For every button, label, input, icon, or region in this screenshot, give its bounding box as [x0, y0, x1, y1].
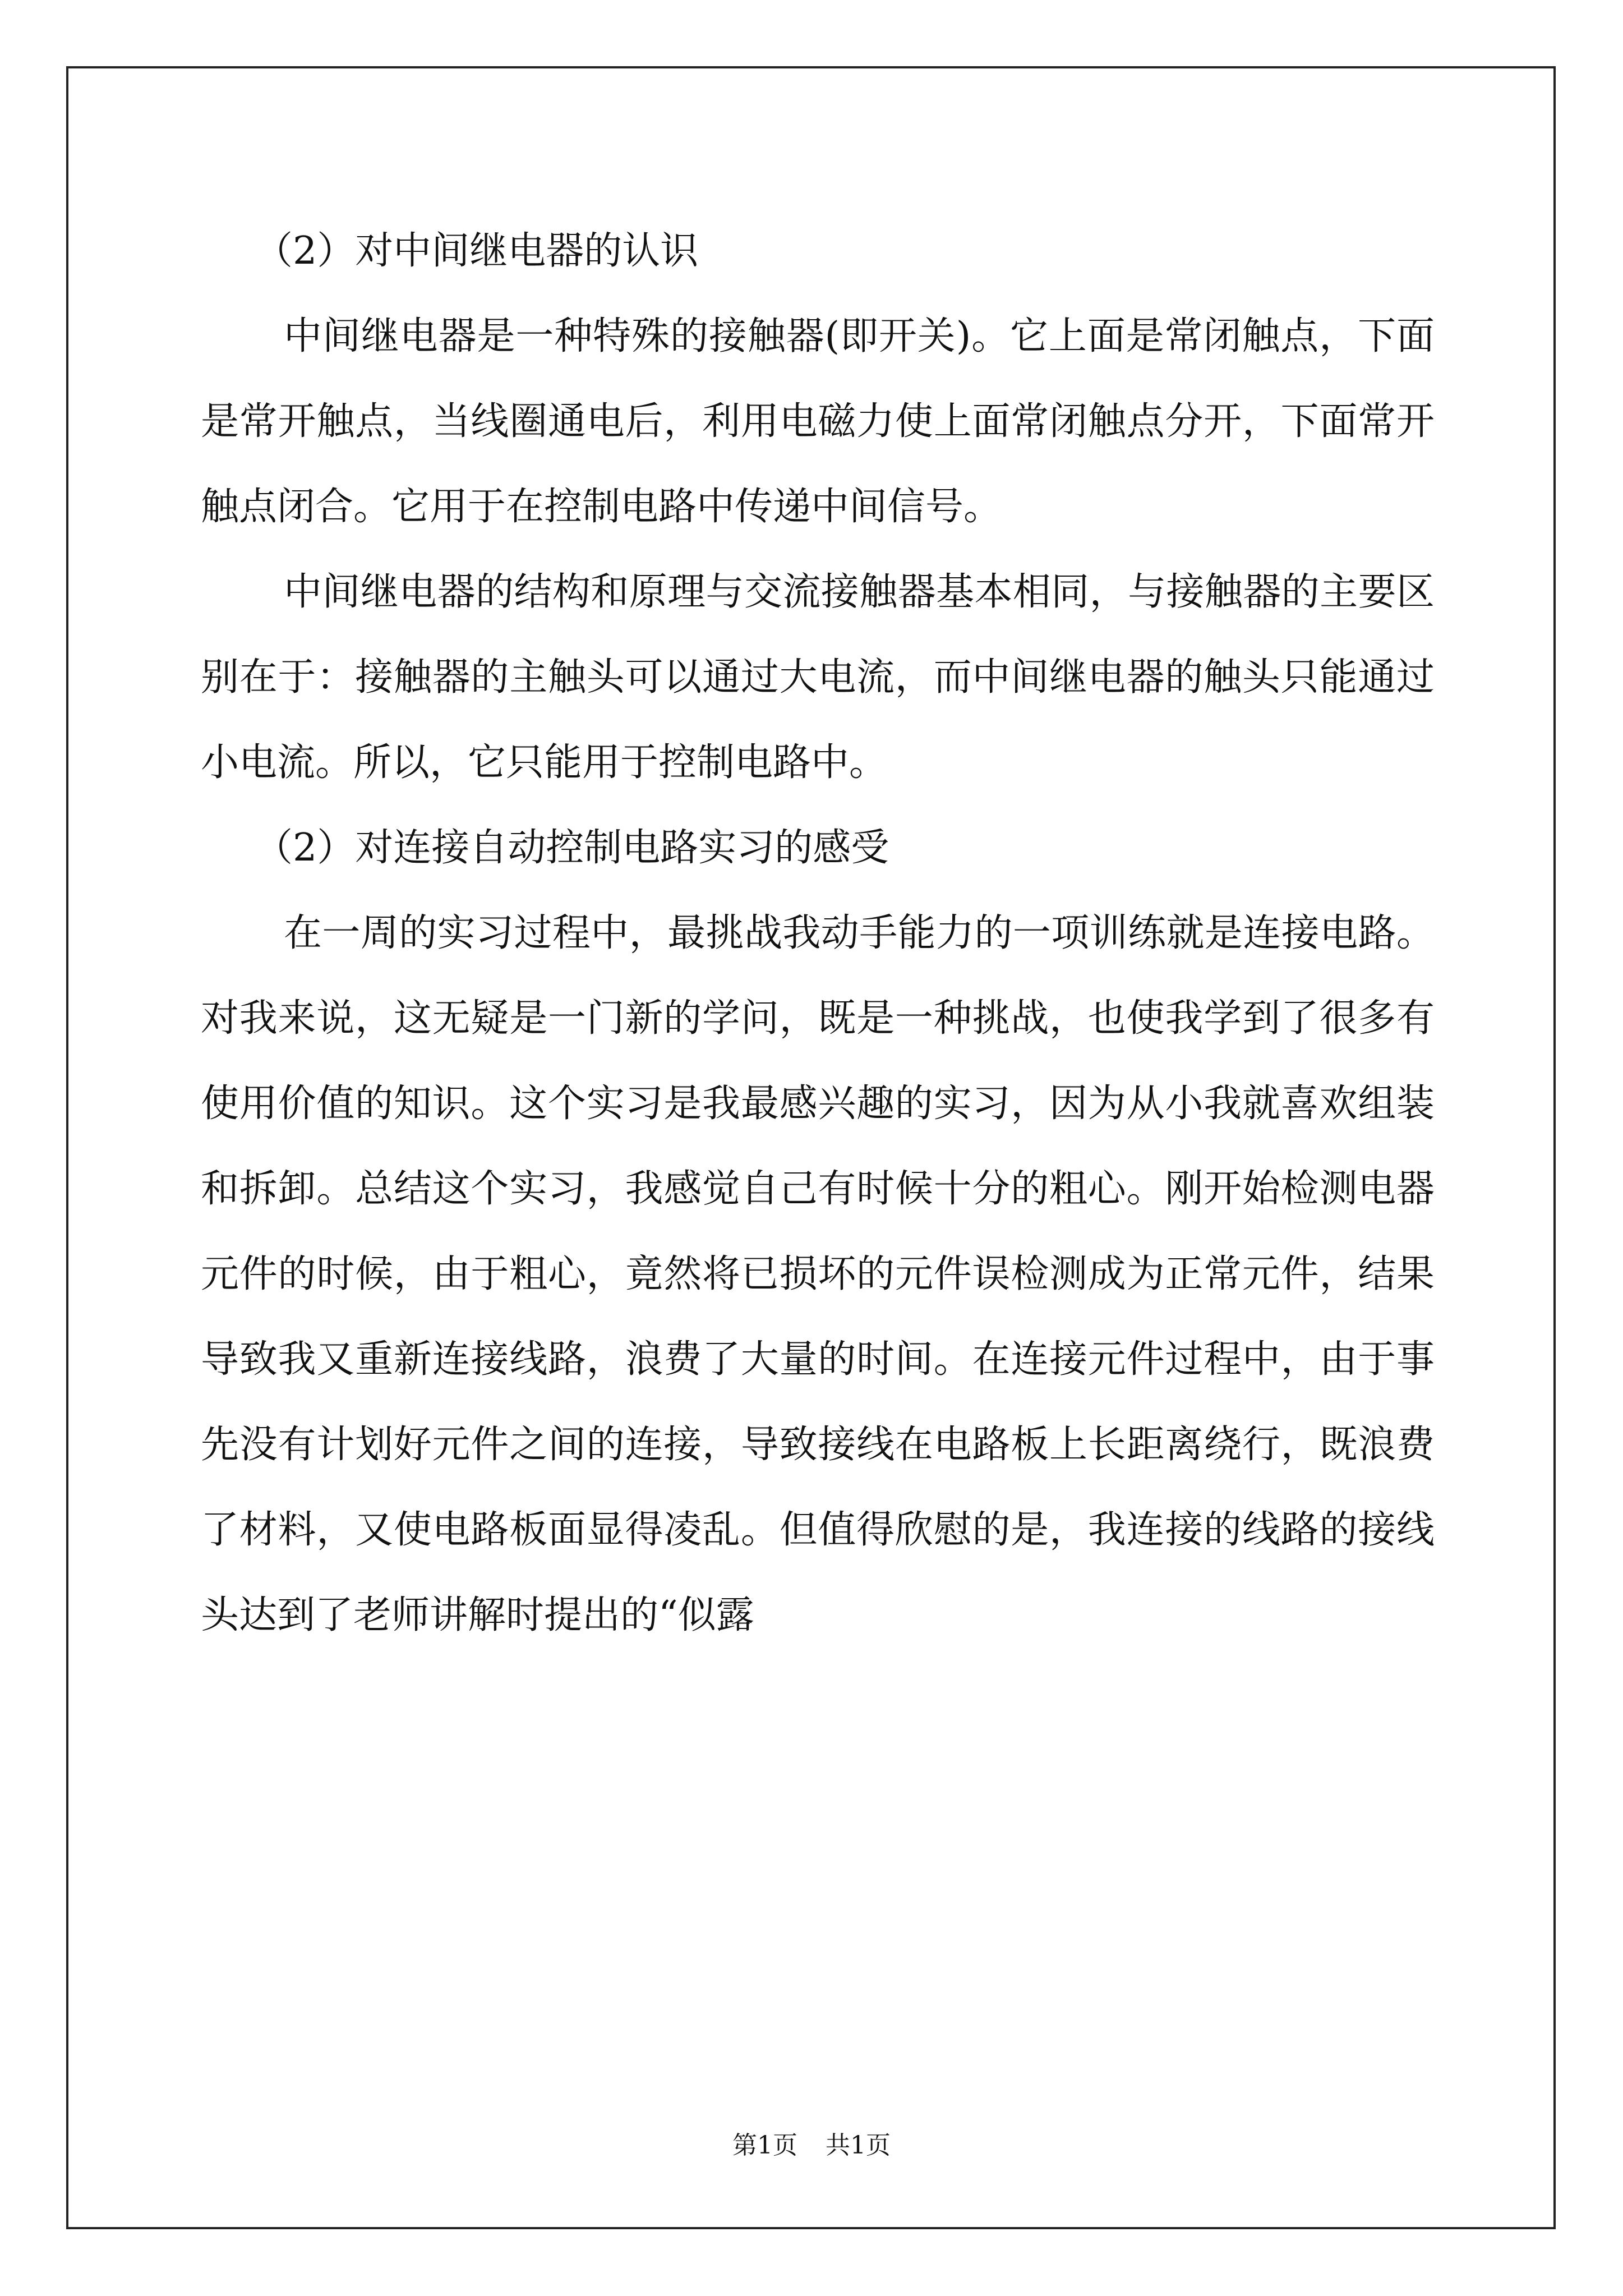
page-footer — [0, 2125, 1623, 2161]
page-number: 第1页 — [732, 2131, 797, 2160]
page-total: 共1页 — [826, 2131, 891, 2160]
paragraph-1: 中间继电器是一种特殊的接触器(即开关)。它上面是常闭触点，下面是常开触点，当线圈通电后，利用电磁力使上面常闭触点分开，下面常开触点闭合。它用于在控制电路中传递中间信号。 — [201, 314, 1435, 529]
section-heading-2: （2）对连接自动控制电路实习的感受 — [255, 826, 889, 870]
document-body — [201, 209, 1435, 1658]
section-heading-1: （2）对中间继电器的认识 — [255, 229, 699, 273]
paragraph-2: 中间继电器的结构和原理与交流接触器基本相同，与接触器的主要区别在于：接触器的主触头可以通过大电流，而中间继电器的触头只能通过小电流。所以，它只能用于控制电路中。 — [201, 570, 1435, 785]
paragraph-3: 在一周的实习过程中，最挑战我动手能力的一项训练就是连接电路。对我来说，这无疑是一门新的学问，既是一种挑战，也使我学到了很多有使用价值的知识。这个实习是我最感兴趣的实习，因为从小我就喜欢组装和拆卸。总结这个实习，我感觉自己有时候十分的粗心。刚开始检测电器元件的时候，由于粗心，竟然将已损坏的元件误检测成为正常元件，结果导致我又重新连接线路，浪费了大量的时间。在连接元件过程中，由于事先没有计划好元件之间的连接，导致接线在电路板上长距离绕行，既浪费了材料，又使电路板面显得凌乱。但值得欣慰的是，我连接的线路的接线头达到了老师讲解时提出的“似露 — [201, 911, 1435, 1637]
